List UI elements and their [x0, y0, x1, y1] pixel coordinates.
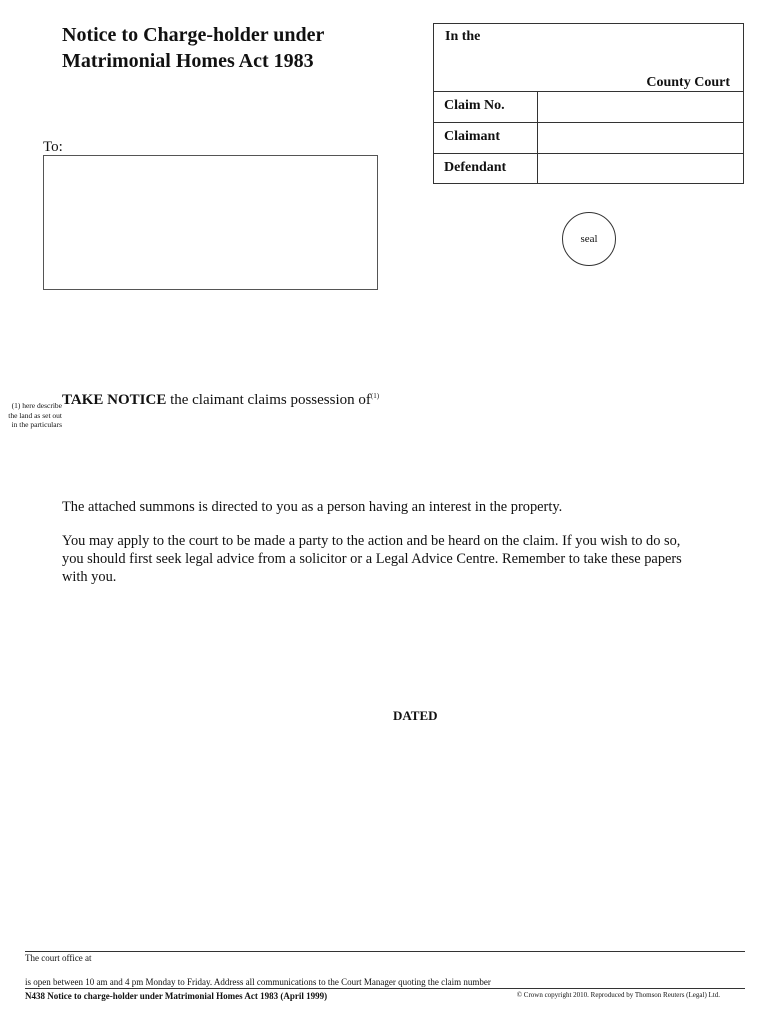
- title-line-1: Notice to Charge-holder under: [62, 24, 325, 46]
- margin-note: [8, 401, 62, 430]
- in-the-label: In the: [445, 29, 481, 44]
- footer-office: The court office at: [25, 953, 92, 963]
- take-notice-line: [62, 392, 379, 409]
- county-court-label: County Court: [646, 75, 730, 90]
- form-title: [62, 22, 402, 74]
- margin-note-marker: (1): [11, 401, 21, 410]
- margin-note-text: here describe the land as set out in the particulars: [8, 401, 62, 429]
- to-label: To:: [43, 139, 63, 155]
- seal-label: seal: [580, 233, 598, 245]
- claim-no-row: [434, 92, 743, 123]
- claimant-label: Claimant: [444, 129, 500, 144]
- defendant-row: [434, 154, 743, 184]
- court-name-field[interactable]: [434, 24, 743, 92]
- court-seal: [562, 212, 616, 266]
- footer-divider-bottom: [25, 988, 745, 989]
- take-notice-ref: (1): [370, 392, 380, 400]
- footer-copyright: © Crown copyright 2010. Reproduced by Thomson Reuters (Legal) Ltd.: [516, 991, 720, 999]
- claimant-row: [434, 123, 743, 154]
- take-notice-text: the claimant claims possession of: [170, 392, 371, 408]
- claim-no-label: Claim No.: [444, 98, 505, 113]
- footer-hours: is open between 10 am and 4 pm Monday to Friday. Address all communications to the Court Manager quoting the claim number: [25, 977, 491, 987]
- take-notice-lead: TAKE NOTICE: [62, 392, 167, 408]
- defendant-label: Defendant: [444, 160, 507, 175]
- addressee-field[interactable]: [43, 155, 378, 290]
- defendant-field[interactable]: [537, 154, 743, 184]
- claimant-field[interactable]: [537, 123, 743, 153]
- court-details-box: [433, 23, 744, 184]
- body-paragraph-2: You may apply to the court to be made a party to the action and be heard on the claim. If you wish to do so, you should first seek legal advice from a solicitor or a Legal Advice Centre. Remember to take these papers with you.: [62, 533, 682, 585]
- footer-form-ref: N438 Notice to charge-holder under Matrimonial Homes Act 1983 (April 1999): [25, 991, 328, 1001]
- dated-label: DATED: [393, 708, 438, 723]
- footer-divider-top: [25, 951, 745, 952]
- title-line-2: Matrimonial Homes Act 1983: [62, 50, 314, 72]
- body-paragraph-1: The attached summons is directed to you as a person having an interest in the property.: [62, 499, 563, 515]
- claim-no-field[interactable]: [537, 92, 743, 122]
